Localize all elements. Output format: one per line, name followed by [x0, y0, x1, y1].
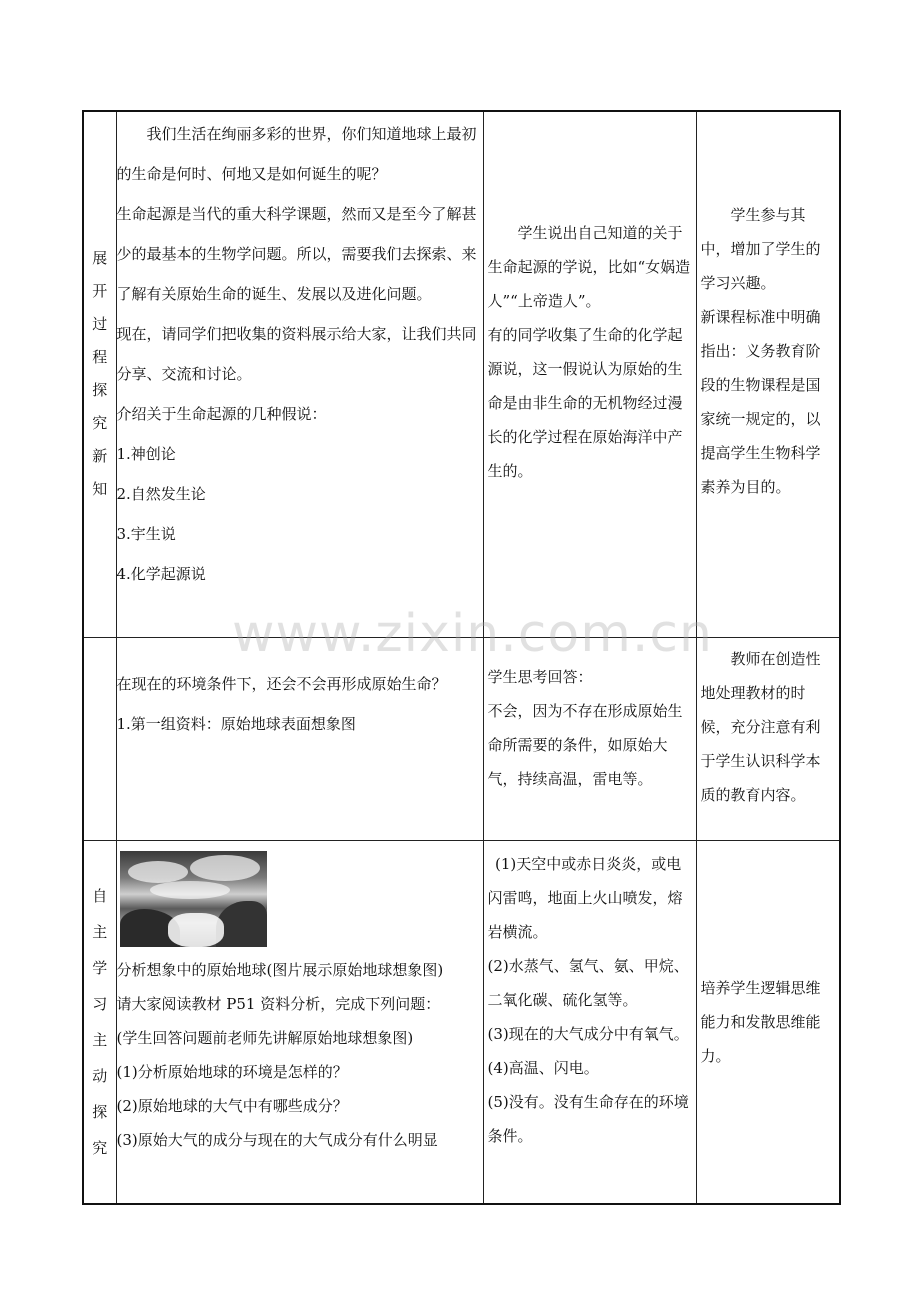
student-activity-cell: [483, 840, 696, 1204]
paragraph: 学生说出自己知道的关于生命起源的学说，比如“女娲造人”“上帝造人”。: [487, 224, 691, 310]
stage-char: 习: [92, 994, 108, 1013]
design-intent-cell: [696, 111, 840, 637]
list-item: 2.自然发生论: [116, 485, 206, 503]
paragraph: 现在，请同学们把收集的资料展示给大家，让我们共同分享、交流和讨论。: [116, 325, 477, 383]
stage-char: 新: [92, 447, 108, 466]
teacher-activity-cell: [116, 840, 483, 1204]
stage-char: 开: [92, 282, 108, 301]
answer-item: (1)天空中或赤日炎炎，或电闪雷鸣，地面上火山喷发，熔岩横流。: [487, 854, 683, 941]
stage-char: 究: [92, 414, 108, 433]
paragraph: 有的同学收集了生命的化学起源说，这一假说认为原始的生命是由非生命的无机物经过漫长的化学过程在原始海洋中产生的。: [487, 326, 683, 480]
paragraph: 生命起源是当代的重大科学课题，然而又是至今了解甚少的最基本的生物学问题。所以，需要我们去探索、来了解有关原始生命的诞生、发展以及进化问题。: [116, 205, 477, 303]
table-row: [83, 637, 840, 840]
primitive-earth-image: [120, 851, 267, 947]
question-item: (3)原始大气的成分与现在的大气成分有什么明显: [116, 1130, 438, 1149]
stage-char: 究: [92, 1138, 108, 1157]
paragraph: 在现在的环境条件下，还会不会再形成原始生命？: [116, 674, 447, 693]
stage-label-cell: [83, 637, 116, 840]
question-item: (2)原始地球的大气中有哪些成分？: [116, 1096, 348, 1115]
answer-item: (4)高温、闪电。: [487, 1058, 599, 1077]
teacher-activity-cell: [116, 111, 483, 637]
paragraph: (学生回答问题前老师先讲解原始地球想象图): [116, 1028, 414, 1047]
paragraph: 学生思考回答：: [487, 667, 593, 686]
stage-char: 学: [92, 958, 108, 977]
student-activity-cell: [483, 637, 696, 840]
list-item: 1.神创论: [116, 445, 176, 463]
answer-item: (2)水蒸气、氢气、氨、甲烷、二氧化碳、硫化氢等。: [487, 956, 689, 1009]
question-item: (1)分析原始地球的环境是怎样的？: [116, 1062, 348, 1081]
paragraph: 新课程标准中明确指出：义务教育阶段的生物课程是国家统一规定的，以提高学生生物科学素养为目的。: [700, 308, 821, 496]
stage-char: 程: [92, 348, 108, 367]
stage-char: 知: [92, 480, 108, 499]
answer-item: (3)现在的大气成分中有氧气。: [487, 1024, 689, 1043]
stage-char: 主: [92, 1030, 108, 1049]
stage-char: 探: [92, 381, 108, 400]
paragraph: 我们生活在绚丽多彩的世界，你们知道地球上最初的生命是何时、何地又是如何诞生的呢？: [116, 125, 477, 183]
teacher-activity-cell: [116, 637, 483, 840]
stage-label-cell: [83, 840, 116, 1204]
paragraph: 分析想象中的原始地球(图片展示原始地球想象图): [116, 960, 444, 979]
table-row: [83, 111, 840, 637]
stage-char: 动: [92, 1066, 108, 1085]
stage-char: 探: [92, 1102, 108, 1121]
paragraph: 学生参与其中，增加了学生的学习兴趣。: [700, 206, 821, 292]
stage-char: 过: [92, 315, 108, 334]
stage-char: 展: [92, 249, 108, 268]
lesson-table: [82, 110, 841, 1205]
paragraph: 培养学生逻辑思维能力和发散思维能力。: [700, 978, 821, 1065]
watermark: www.zixin.com.cn: [232, 604, 713, 664]
paragraph: 1.第一组资料：原始地球表面想象图: [116, 714, 356, 733]
paragraph: 不会，因为不存在形成原始生命所需要的条件，如原始大气，持续高温，雷电等。: [487, 701, 683, 788]
answer-item: (5)没有。没有生命存在的环境条件。: [487, 1092, 689, 1145]
stage-char: 主: [92, 922, 108, 941]
stage-char: 自: [92, 886, 108, 905]
design-intent-cell: [696, 637, 840, 840]
design-intent-cell: [696, 840, 840, 1204]
paragraph: 教师在创造性地处理教材的时候，充分注意有利于学生认识科学本质的教育内容。: [700, 649, 821, 804]
table-row: [83, 840, 840, 1204]
list-item: 4.化学起源说: [116, 565, 206, 583]
paragraph: 介绍关于生命起源的几种假说：: [116, 405, 327, 423]
paragraph: 请大家阅读教材 P51 资料分析，完成下列问题：: [116, 994, 441, 1013]
stage-label-cell: [83, 111, 116, 637]
student-activity-cell: [483, 111, 696, 637]
list-item: 3.宇生说: [116, 525, 176, 543]
